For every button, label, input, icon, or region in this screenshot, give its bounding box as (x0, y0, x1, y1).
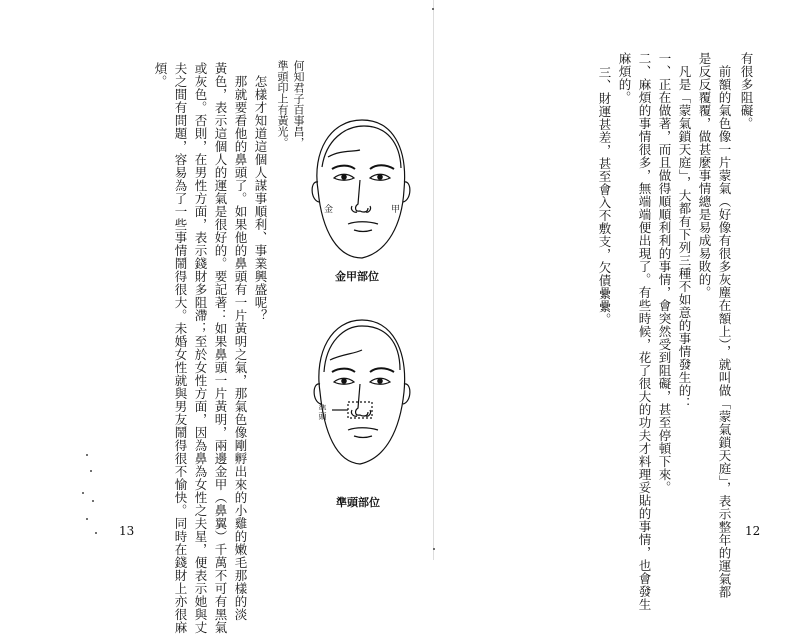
scan-speck (86, 518, 88, 520)
scan-speck (86, 454, 88, 456)
poem-line-1: 何知君子百事昌， (292, 60, 305, 148)
p13-col-2: 那就要看他的鼻頭了。如果他的鼻頭有一片黃明之氣，那氣色像剛孵出來的小雞的嫩毛那樣的淡 (233, 62, 248, 621)
scan-speck (433, 548, 435, 550)
page-number-13: 13 (119, 524, 135, 538)
p12-col-6: 二、麻煩的事情很多，無端端便出現了。有些時候，花了很大的功夫才料理妥貼的事情，也會發生 (637, 52, 652, 611)
scan-speck (432, 8, 434, 10)
poem-line-2: 準頭印上有黃光。 (276, 60, 289, 148)
p13-col-6: 煩。 (153, 62, 168, 88)
page-gutter (433, 0, 434, 560)
face-illustration-jinjia (300, 112, 422, 267)
p12-col-4: 凡是「蒙氣鎖天庭」，大都有下列三種不如意的事情發生的： (677, 52, 692, 410)
p12-col-7: 麻煩的。 (617, 52, 632, 104)
p12-col-5: 一、正在做著，而且做得順順利利的事情，會突然受到阻礙，甚至停頓下來。 (657, 52, 672, 494)
svg-text:金: 金 (324, 205, 334, 215)
scan-speck (92, 500, 94, 502)
zhuntou-label: 準頭 (318, 404, 327, 420)
p12-col-1: 有很多阻礙。 (739, 52, 754, 130)
scan-speck (90, 470, 92, 472)
p13-col-4: 或灰色。否則，在男性方面，表示錢財多阻滯；至於女性方面，因為鼻為女性之夫星，便表示她與丈 (193, 62, 208, 634)
p12-col-3: 是反反覆覆，做甚麼事情總是易成易敗的。 (697, 52, 712, 299)
scan-speck (82, 492, 84, 494)
p13-col-5: 夫之間有問題，容易為了一些事情鬧得很大。未婚女性就與男友鬧得很不愉快。同時在錢財上亦很麻 (173, 62, 188, 634)
p12-col-2: 前額的氣色像一片蒙氣（好像有很多灰塵在額上），就叫做「蒙氣鎖天庭」，表示整年的運氣都 (717, 52, 732, 599)
figure-caption-zhuntou: 準頭部位 (336, 496, 380, 509)
page-number-12: 12 (745, 524, 761, 538)
face-illustration-zhuntou (300, 312, 422, 472)
p12-col-8: 三、財運甚差，甚至會入不敷支，欠債纍纍。 (597, 66, 612, 326)
scan-speck (95, 532, 97, 534)
figure-caption-jinjia: 金甲部位 (335, 270, 379, 283)
svg-text:甲: 甲 (391, 205, 401, 215)
p13-col-3: 黃色，表示這個人的運氣是很好的。要記著：如果鼻頭一片黃明，兩邊金甲（鼻翼）千萬不可有黑氣 (213, 62, 228, 634)
p13-col-1: 怎樣才知道這個人謀事順利、事業興盛呢？ (253, 62, 268, 322)
